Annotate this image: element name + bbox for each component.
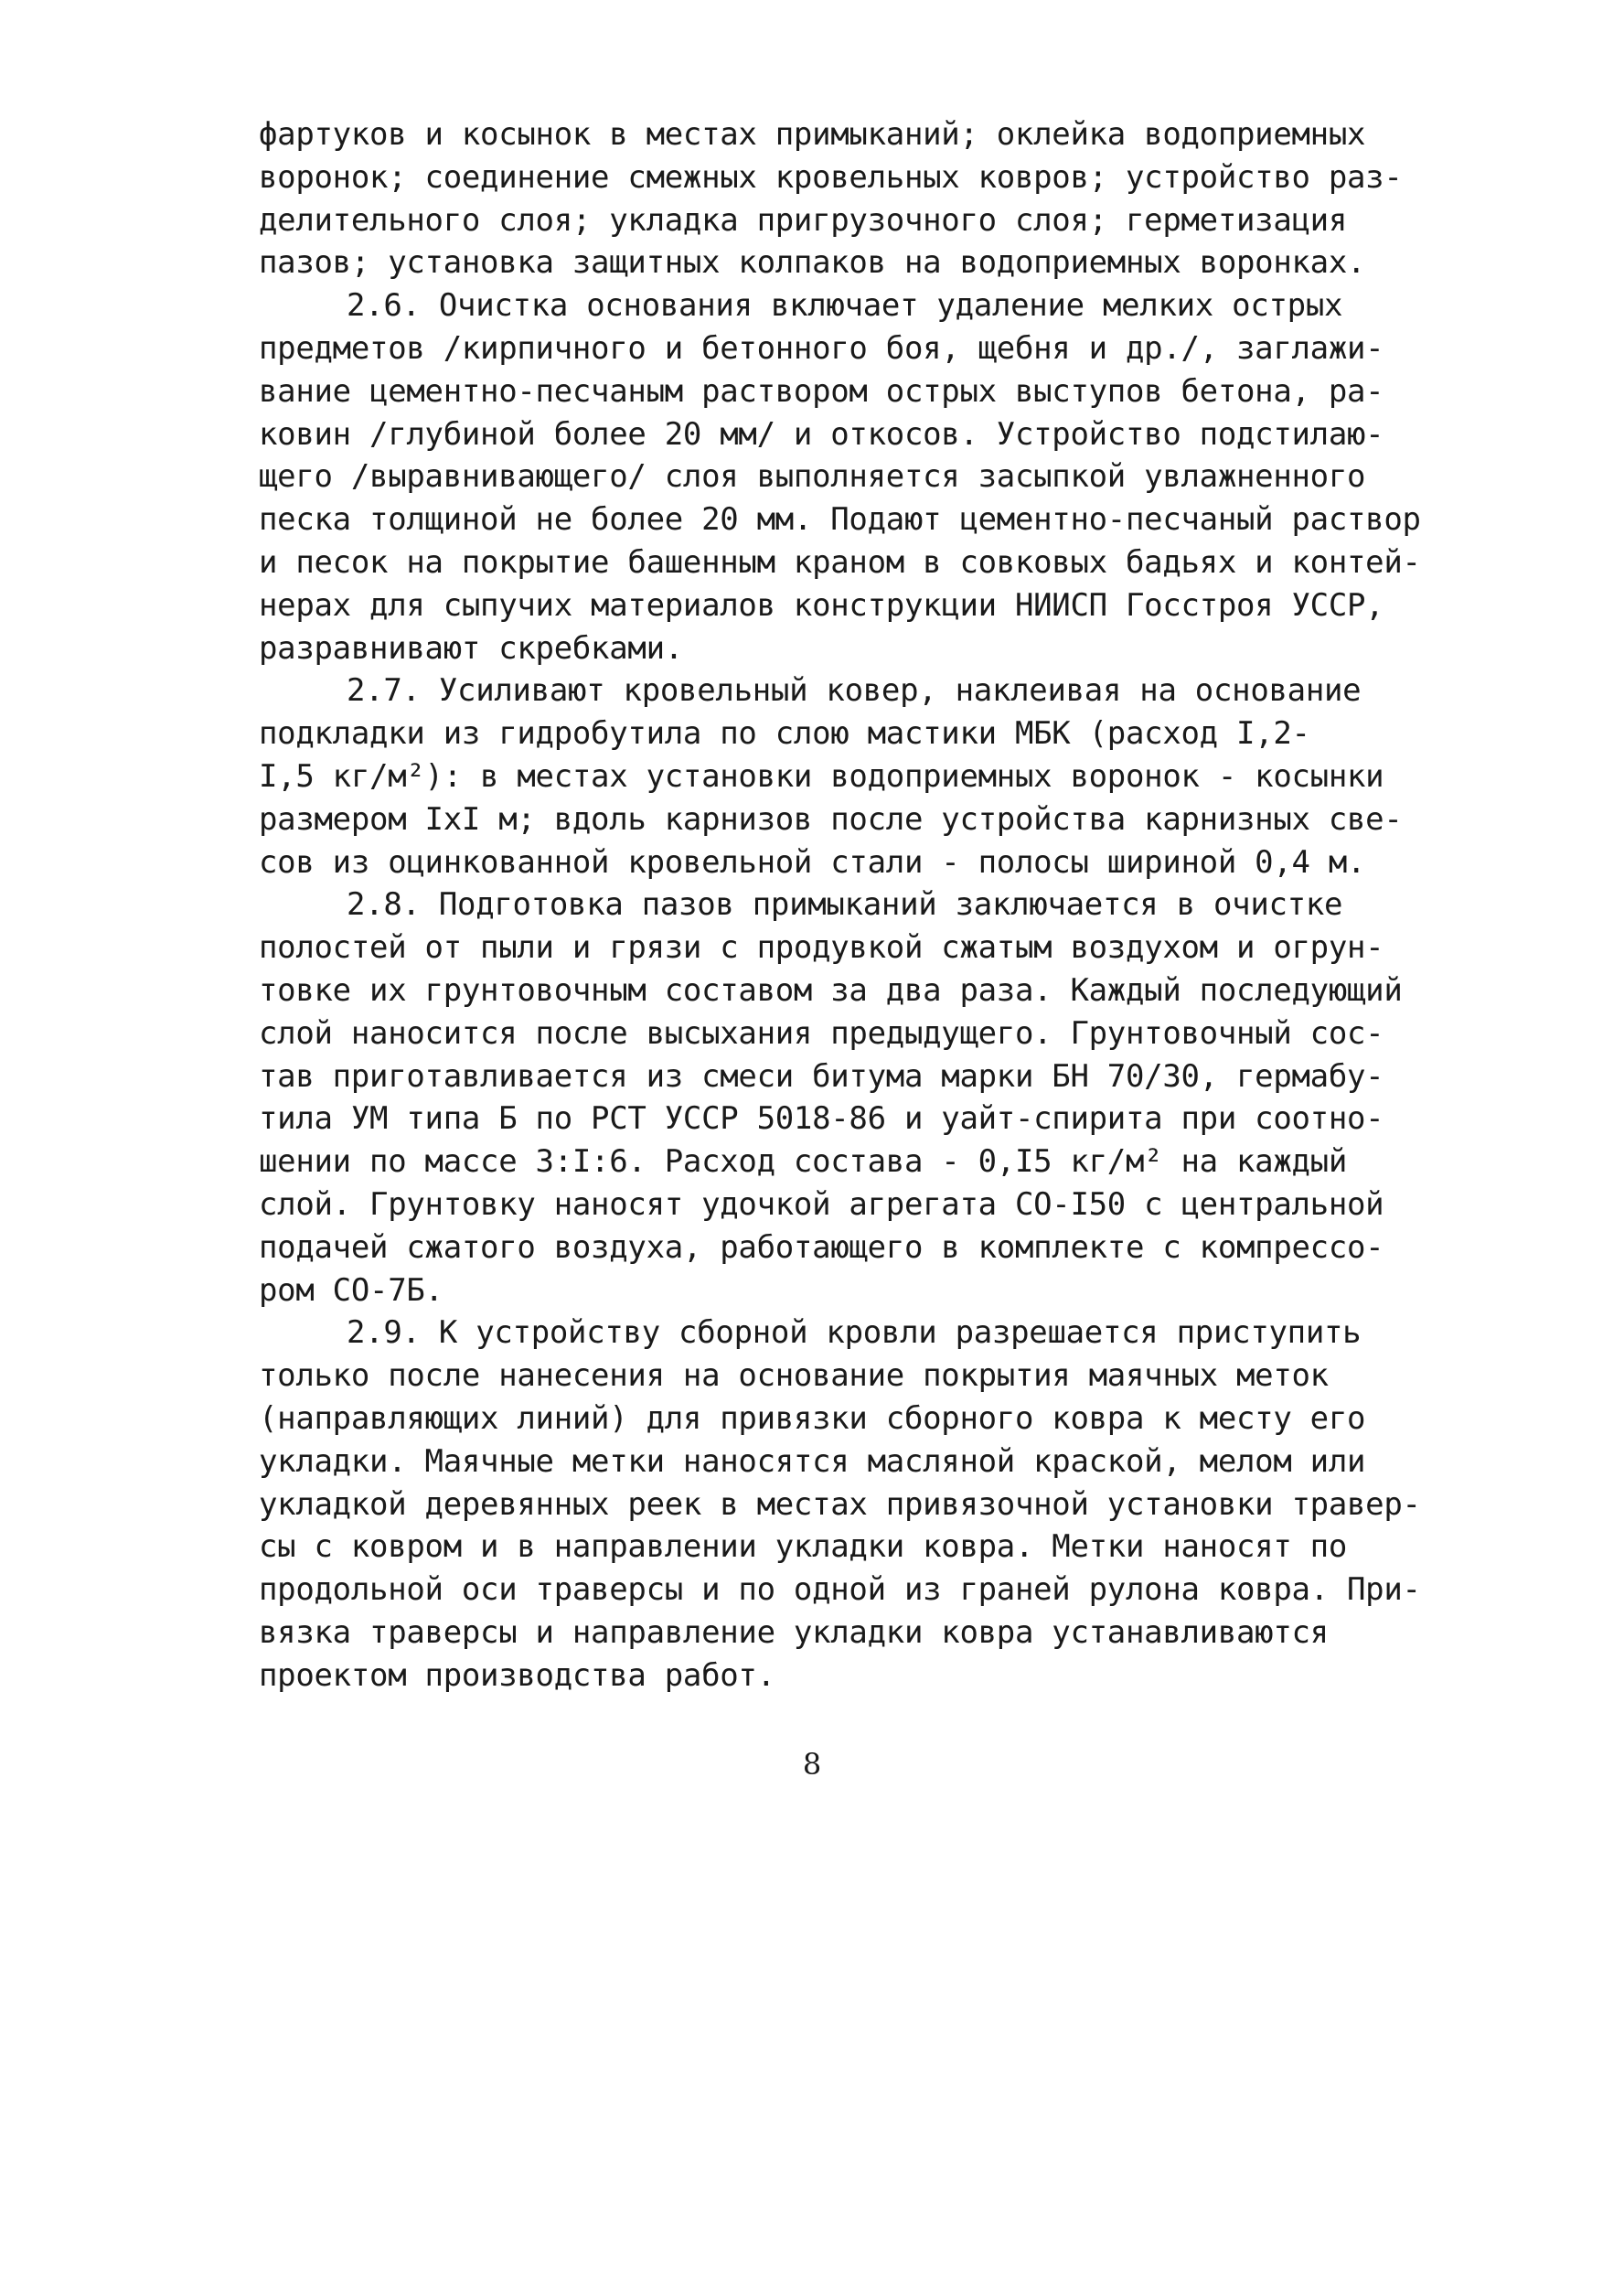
text-line: вязка траверсы и направление укладки ковра устанавливаются [259, 1613, 1329, 1651]
text-line: вание цементно-песчаным раствором острых выступов бетона, ра- [259, 372, 1384, 410]
text-line: ром СО-7Б. [259, 1271, 443, 1309]
text-line: I,5 кг/м²): в местах установки водоприемных воронок - косынки [259, 757, 1384, 795]
text-line: щего /выравнивающего/ слоя выполняется засыпкой увлажненного [259, 458, 1366, 496]
text-line: тав приготавливается из смеси битума марки БН 70/30, гермабу- [259, 1057, 1384, 1095]
text-line: проектом производства работ. [259, 1656, 775, 1694]
paragraph-2-8-start: 2.8. Подготовка пазов примыканий заключается в очистке [347, 886, 1343, 924]
text-line: сов из оцинкованной кровельной стали - полосы шириной 0,4 м. [259, 843, 1366, 881]
text-line: только после нанесения на основание покрытия маячных меток [259, 1357, 1329, 1395]
text-line: и песок на покрытие башенным краном в совковых бадьях и контей- [259, 543, 1421, 581]
text-line: песка толщиной не более 20 мм. Подают цементно-песчаный раствор [259, 501, 1421, 539]
text-line: слой наносится после высыхания предыдущего. Грунтовочный сос- [259, 1014, 1384, 1052]
text-line: подкладки из гидробутила по слою мастики МБК (расход I,2- [259, 715, 1310, 753]
text-line: предметов /кирпичного и бетонного боя, щебня и др./, заглажи- [259, 329, 1384, 367]
text-line: сы с ковром и в направлении укладки ковра. Метки наносят по [259, 1528, 1348, 1566]
text-line: товке их грунтовочным составом за два раза. Каждый последующий [259, 971, 1403, 1009]
paragraph-2-7-start: 2.7. Усиливают кровельный ковер, наклеивая на основание [347, 672, 1362, 710]
paragraph-2-9-start: 2.9. К устройству сборной кровли разрешается приступить [347, 1314, 1362, 1352]
text-line: слой. Грунтовку наносят удочкой агрегата СО-I50 с центральной [259, 1185, 1384, 1223]
text-line: (направляющих линий) для привязки сборного ковра к месту его [259, 1399, 1366, 1437]
text-line: шении по массе 3:I:6. Расход состава - 0,I5 кг/м² на каждый [259, 1143, 1348, 1181]
text-line: разравнивают скребками. [259, 629, 683, 667]
text-line: продольной оси траверсы и по одной из граней рулона ковра. При- [259, 1571, 1421, 1609]
page-number: 8 [802, 1747, 822, 1782]
text-line: делительного слоя; укладка пригрузочного слоя; герметизация [259, 201, 1348, 239]
text-line: фартуков и косынок в местах примыканий; оклейка водоприемных [259, 116, 1366, 153]
text-line: укладкой деревянных реек в местах привязочной установки травер- [259, 1485, 1421, 1523]
text-line: укладки. Маячные метки наносятся масляной краской, мелом или [259, 1442, 1366, 1480]
text-line: воронок; соединение смежных кровельных ковров; устройство раз- [259, 158, 1403, 196]
text-line: полостей от пыли и грязи с продувкой сжатым воздухом и огрун- [259, 929, 1384, 967]
text-line: размером IxI м; вдоль карнизов после устройства карнизных све- [259, 800, 1403, 838]
text-line: тила УМ типа Б по РСТ УССР 5018-86 и уайт-спирита при соотно- [259, 1100, 1384, 1138]
text-line: нерах для сыпучих материалов конструкции НИИСП Госстроя УССР, [259, 586, 1384, 624]
body-text [259, 113, 1421, 1697]
text-line: ковин /глубиной более 20 мм/ и откосов. Устройство подстилаю- [259, 415, 1384, 453]
text-line: пазов; установка защитных колпаков на водоприемных воронках. [259, 244, 1366, 282]
text-line: подачей сжатого воздуха, работающего в комплекте с компрессо- [259, 1228, 1384, 1266]
paragraph-2-6-start: 2.6. Очистка основания включает удаление мелких острых [347, 287, 1343, 325]
